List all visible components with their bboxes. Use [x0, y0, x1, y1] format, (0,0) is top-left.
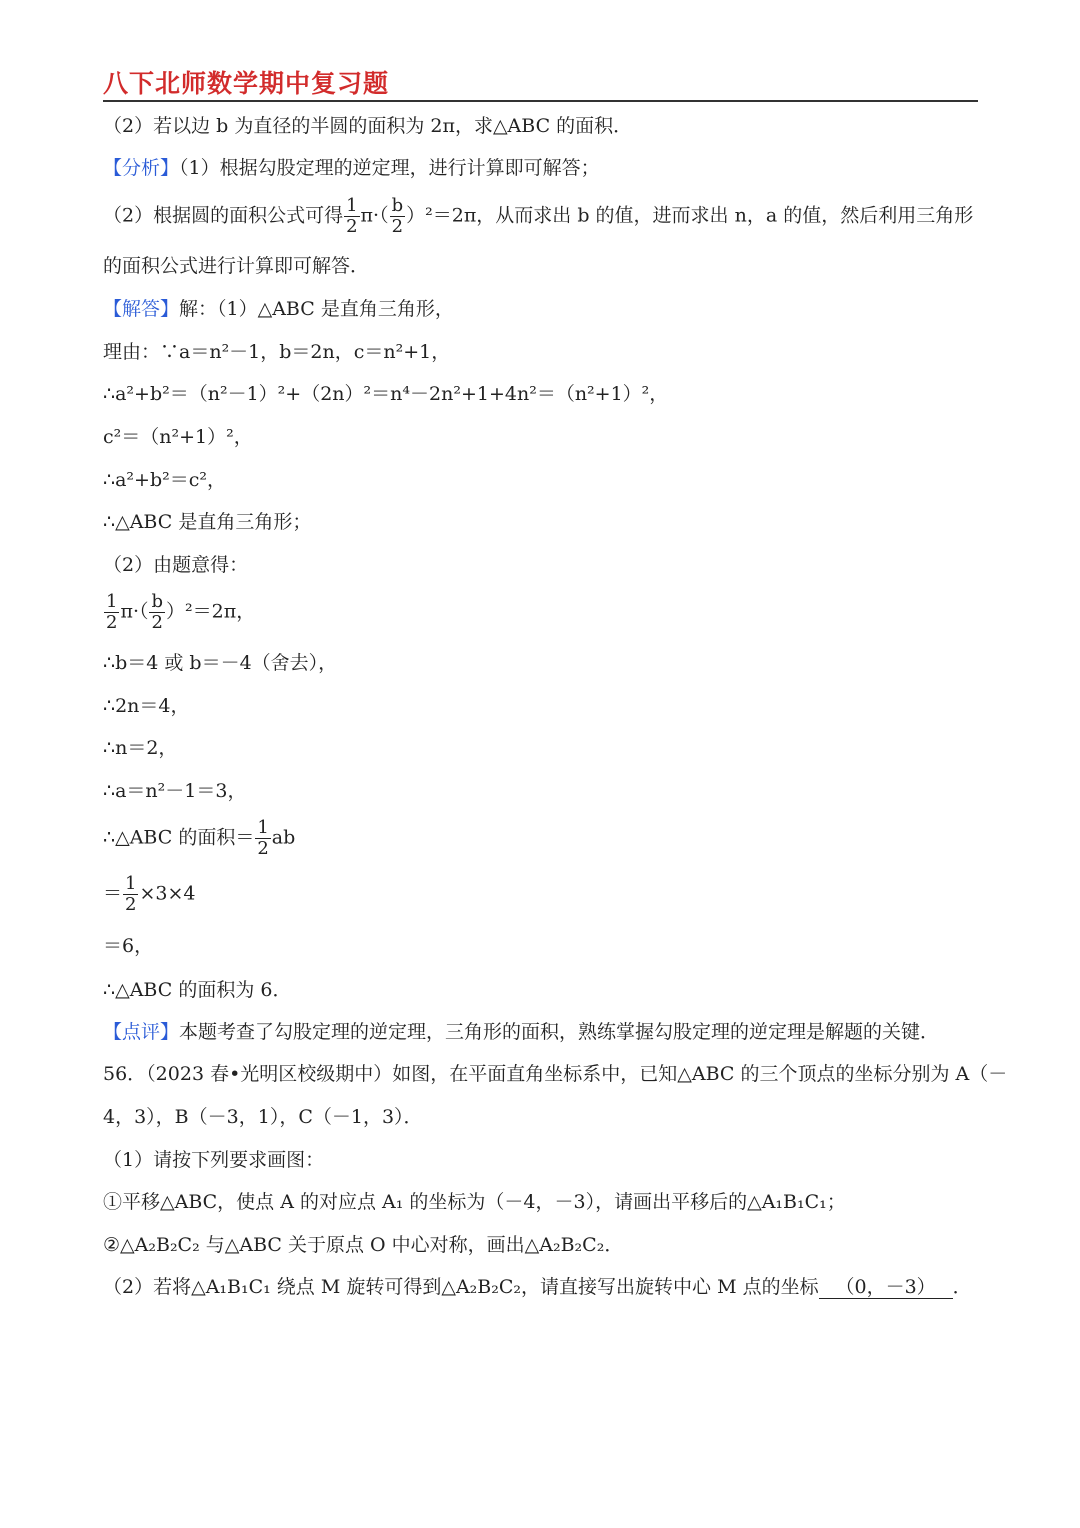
answer-line-11: ∴n＝2， [103, 737, 178, 759]
fraction-half: $\frac{1}{2}$ [346, 195, 358, 237]
answer-line-5: ∴a²+b²＝c²， [103, 469, 226, 491]
analysis-line-1 [103, 156, 983, 180]
answer-line-8 [103, 592, 983, 633]
answer-line-3: ∴a²+b²＝（n²－1）²+（2n）²＝n⁴－2n²+1+4n²＝（n²+1）²， [103, 383, 669, 405]
answer-blank: （0，－3） [819, 1276, 953, 1299]
answer-line-1 [103, 297, 983, 321]
answer-text-1: 解：（1）△ABC 是直角三角形， [179, 298, 454, 320]
question-56-part-2-end: ． [952, 1276, 972, 1298]
fraction-half: $\frac{1}{2}$ [257, 817, 269, 859]
answer-line-15: ＝6， [103, 935, 154, 957]
analysis-text-2a: （2）根据圆的面积公式可得 [103, 204, 344, 227]
page-title: 八下北师数学期中复习题 [103, 69, 390, 98]
answer-line-12: ∴a＝n²－1＝3， [103, 780, 247, 802]
answer-line-6: ∴△ABC 是直角三角形； [103, 511, 312, 533]
answer-text-14a: ＝ [103, 882, 123, 905]
fraction-b-over-2: $\frac{b}{2}$ [151, 591, 164, 633]
analysis-line-3: 的面积公式进行计算即可解答． [103, 255, 370, 277]
answer-text-8b: π·（ [120, 600, 149, 623]
fraction-half: $\frac{1}{2}$ [106, 591, 118, 633]
analysis-text-2b: π·（ [360, 204, 389, 227]
question-56-part-1: （1）请按下列要求画图： [103, 1149, 325, 1171]
analysis-tag: 【分析】 [103, 157, 180, 179]
question-56-step-1: ①平移△ABC，使点 A 的对应点 A₁ 的坐标为（－4，－3），请画出平移后的△A₁B₁C₁； [103, 1191, 846, 1213]
question-56-line-2: 4，3），B（－3，1），C（－1，3）． [103, 1106, 423, 1128]
question-56-line-1: 56．（2023 春•光明区校级期中）如图，在平面直角坐标系中，已知△ABC 的三个顶点的坐标分别为 A（－ [103, 1063, 1008, 1085]
answer-line-4: c²＝（n²+1）²， [103, 426, 253, 448]
page-header [103, 62, 978, 102]
answer-line-7: （2）由题意得： [103, 554, 249, 576]
answer-line-2: 理由：∵a＝n²－1，b＝2n，c＝n²+1， [103, 341, 451, 363]
answer-text-8c: ）²＝2π， [166, 600, 256, 623]
question-56-step-2: ②△A₂B₂C₂ 与△ABC 关于原点 O 中心对称，画出△A₂B₂C₂． [103, 1234, 624, 1256]
answer-tag: 【解答】 [103, 298, 180, 320]
analysis-line-2 [103, 196, 983, 237]
question-56-part-2 [103, 1275, 983, 1299]
fraction-half: $\frac{1}{2}$ [125, 873, 137, 915]
answer-text-13a: ∴△ABC 的面积＝ [103, 826, 255, 849]
fraction-b-over-2: $\frac{b}{2}$ [391, 195, 404, 237]
answer-line-10: ∴2n＝4， [103, 695, 190, 717]
comment-line [103, 1020, 983, 1044]
answer-line-9: ∴b＝4 或 b＝－4（舍去）， [103, 652, 338, 674]
answer-text-14b: ×3×4 [139, 882, 196, 905]
answer-line-13 [103, 818, 983, 859]
comment-tag: 【点评】 [103, 1021, 180, 1043]
question-56-part-2-text: （2）若将△A₁B₁C₁ 绕点 M 旋转可得到△A₂B₂C₂，请直接写出旋转中心 M 点的坐标 [103, 1276, 819, 1298]
answer-line-16: ∴△ABC 的面积为 6． [103, 979, 292, 1001]
question-part-2: （2）若以边 b 为直径的半圆的面积为 2π，求△ABC 的面积． [103, 115, 633, 137]
comment-text: 本题考查了勾股定理的逆定理，三角形的面积，熟练掌握勾股定理的逆定理是解题的关键． [179, 1021, 940, 1043]
answer-text-13b: ab [271, 826, 296, 849]
analysis-text-2c: ）²＝2π，从而求出 b 的值，进而求出 n，a 的值，然后利用三角形 [406, 204, 974, 227]
answer-line-14 [103, 874, 983, 915]
analysis-text-1: （1）根据勾股定理的逆定理，进行计算即可解答； [179, 157, 600, 179]
